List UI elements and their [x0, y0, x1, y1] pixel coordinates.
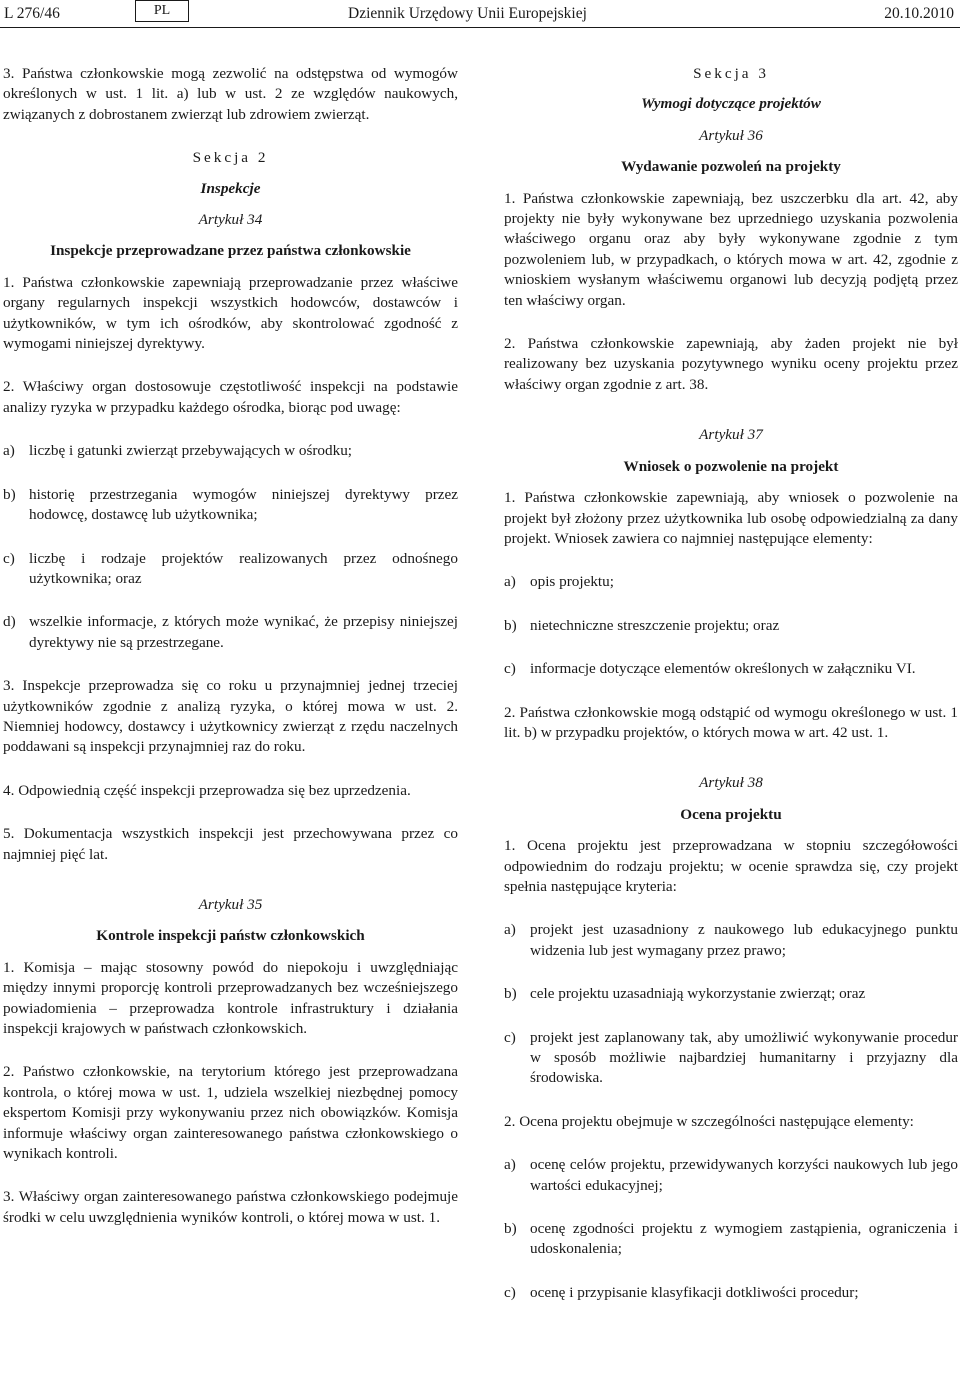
list-item-label: b): [3, 485, 16, 503]
paragraph: 5. Dokumentacja wszystkich inspekcji jest przechowywana przez co najmniej pięć lat.: [3, 825, 458, 863]
paragraph: 4. Odpowiednią część inspekcji przeprowadza się bez uprzedzenia.: [3, 781, 411, 799]
paragraph: 3. Właściwy organ zainteresowanego państwa członkowskiego podejmuje środki w celu uwzględnienia wyników kontroli, o której mowa w ust. 1.: [3, 1188, 458, 1226]
list-item-label: b): [504, 985, 517, 1003]
list-item: [504, 984, 958, 1004]
list-item: [504, 1283, 958, 1303]
article-number: Artykuł 36: [699, 126, 763, 144]
list-item-text: nietechniczne streszczenie projektu; oraz: [530, 616, 780, 634]
list-item: [504, 1155, 958, 1196]
list-item-label: d): [3, 613, 16, 631]
paragraph: 2. Państwa członkowskie mogą odstąpić od wymogu określonego w ust. 1 lit. b) w przypadku projektów, o których mowa w art. 42 ust. 1.: [504, 703, 958, 741]
list-item-label: c): [504, 1283, 516, 1301]
list-item: [3, 549, 458, 590]
paragraph: 1. Państwa członkowskie zapewniają przeprowadzanie przez właściwe organy regularnych inspekcji wszystkich hodowców, dostawców i użytkowników, w tym ich ośrodków, aby skontrolować zgodność z wymogami niniejszej dyrektywy.: [3, 273, 458, 353]
list-item-label: b): [504, 616, 517, 634]
list-item: [504, 572, 958, 592]
section-title: Wymogi dotyczące projektów: [641, 95, 821, 113]
article-number: Artykuł 37: [699, 426, 763, 444]
page-header: [0, 0, 960, 30]
section-label: Sekcja 2: [192, 149, 269, 167]
paragraph: 3. Państwa członkowskie mogą zezwolić na odstępstwa od wymogów określonych w ust. 1 lit. a) lub w ust. 2 ze względów naukowych, związanych z dobrostanem zwierząt lub zdrowiem zwierząt.: [3, 65, 458, 123]
list-item-label: a): [3, 442, 15, 460]
list-item-text: projekt jest zaplanowany tak, aby umożliwić wykonywanie procedur w sposób możliwie najbardziej humanitarny i przyjazny dla środowiska.: [530, 1028, 958, 1087]
list-item-text: opis projektu;: [530, 573, 614, 591]
list-item: [3, 441, 458, 461]
list-item-text: wszelkie informacje, z których może wynikać, że przepisy niniejszej dyrektywy nie są przestrzegane.: [29, 613, 458, 651]
paragraph: 2. Ocena projektu obejmuje w szczególności następujące elementy:: [504, 1112, 914, 1130]
paragraph: 2. Państwa członkowskie zapewniają, aby żaden projekt nie był realizowany bez uzyskania pozytywnego wyniku oceny projektu przez właściwy organ zgodnie z art. 38.: [504, 335, 958, 393]
paragraph: 1. Ocena projektu jest przeprowadzana w stopniu szczegółowości odpowiednim do rodzaju projektu; w ocenie sprawdza się, czy projekt spełnia następujące kryteria:: [504, 837, 958, 895]
list-item: [504, 616, 958, 636]
header-rule: [0, 27, 960, 28]
list-item-label: a): [504, 1156, 516, 1174]
list-item-text: cele projektu uzasadniają wykorzystanie zwierząt; oraz: [530, 985, 866, 1003]
list-item-text: informacje dotyczące elementów określonych w załączniku VI.: [530, 660, 916, 678]
page-reference: L 276/46: [4, 5, 60, 22]
list-item-label: c): [504, 660, 516, 678]
article-title: Kontrole inspekcji państw członkowskich: [96, 927, 365, 945]
article-title: Wniosek o pozwolenie na projekt: [623, 457, 839, 475]
list-item-text: liczbę i gatunki zwierząt przebywających w ośrodku;: [29, 442, 353, 460]
list-item: [504, 1219, 958, 1260]
list-item-label: a): [504, 921, 516, 939]
section-title: Inspekcje: [200, 179, 261, 197]
article-number: Artykuł 35: [198, 895, 263, 913]
article-title: Ocena projektu: [680, 805, 782, 823]
paragraph: 2. Państwo członkowskie, na terytorium którego jest przeprowadzana kontrola, o której mowa w ust. 1, udziela wszelkiej niezbędnej pomocy ekspertom Komisji przy wykonywaniu przez nich obowiązków. Komisja informuje właściwy organ zainteresowanego państwa członkowskiego o wynikach kontroli.: [3, 1063, 458, 1163]
list-item-text: ocenę celów projektu, przewidywanych korzyści naukowych lub jego wartości edukacyjnej;: [530, 1156, 958, 1194]
list-item-label: c): [3, 549, 15, 567]
list-item-text: projekt jest uzasadniony z naukowego lub edukacyjnego punktu widzenia lub jest wymagany przez prawo;: [530, 921, 958, 959]
list-item-label: b): [504, 1220, 517, 1238]
paragraph: 1. Państwa członkowskie zapewniają, bez uszczerbku dla art. 42, aby projekty nie były wykonywane bez uprzedniego uzyskania pozwolenia właściwego organu oraz aby były wykonywane zgodnie z tym pozwoleniem lub, w przypadkach, o których mowa w art. 42, zgodnie z wnioskiem wysłanym właściwemu organowi lub decyzją podjętą przez ten właściwy organ.: [504, 189, 958, 309]
left-column: [3, 64, 458, 1251]
list-item-text: liczbę i rodzaje projektów realizowanych przez odnośnego użytkownika; oraz: [29, 549, 458, 587]
list-item-text: historię przestrzegania wymogów niniejszej dyrektywy przez hodowcę, dostawcę lub użytkownika;: [29, 485, 458, 524]
article-number: Artykuł 34: [198, 211, 263, 229]
list-item-text: ocenę i przypisanie klasyfikacji dotkliwości procedur;: [530, 1283, 859, 1301]
journal-title: Dziennik Urzędowy Unii Europejskiej: [348, 5, 587, 22]
list-item: [3, 485, 458, 526]
list-item-label: c): [504, 1028, 516, 1046]
paragraph: 1. Komisja – mając stosowny powód do niepokoju i uwzględniając między innymi proporcję kontroli przeprowadzanych bez wcześniejszego powiadomienia – przeprowadza kontrole infrastruktury i działania inspekcji krajowych w państwach członkowskich.: [3, 958, 458, 1037]
right-column: [504, 64, 958, 1326]
language-badge: PL: [135, 0, 189, 22]
section-label: Sekcja 3: [693, 65, 769, 82]
article-title: Wydawanie pozwoleń na projekty: [621, 158, 841, 176]
paragraph: 2. Właściwy organ dostosowuje częstotliwość inspekcji na podstawie analizy ryzyka w przypadku każdego ośrodka, biorąc pod uwagę:: [3, 378, 458, 416]
publication-date: 20.10.2010: [884, 5, 954, 22]
list-item: [504, 659, 958, 679]
article-number: Artykuł 38: [699, 774, 763, 792]
article-title: Inspekcje przeprowadzane przez państwa członkowskie: [50, 242, 411, 260]
list-item: [504, 1028, 958, 1089]
paragraph: 3. Inspekcje przeprowadza się co roku u przynajmniej jednej trzeciej użytkowników zgodnie z analizą ryzyka, o której mowa w ust. 2. Niemniej hodowcy, dostawcy i użytkownicy zwierząt z rzędu naczelnych poddawani są inspekcji przynajmniej raz do roku.: [3, 677, 458, 756]
list-item: [504, 920, 958, 961]
paragraph: 1. Państwa członkowskie zapewniają, aby wniosek o pozwolenie na projekt był złożony przez użytkownika lub osobę odpowiedzialną za dany projekt. Wniosek zawiera co najmniej następujące elementy:: [504, 489, 958, 547]
list-item: [3, 612, 458, 653]
list-item-text: ocenę zgodności projektu z wymogiem zastąpienia, ograniczenia i udoskonalenia;: [530, 1220, 958, 1258]
list-item-label: a): [504, 573, 516, 591]
